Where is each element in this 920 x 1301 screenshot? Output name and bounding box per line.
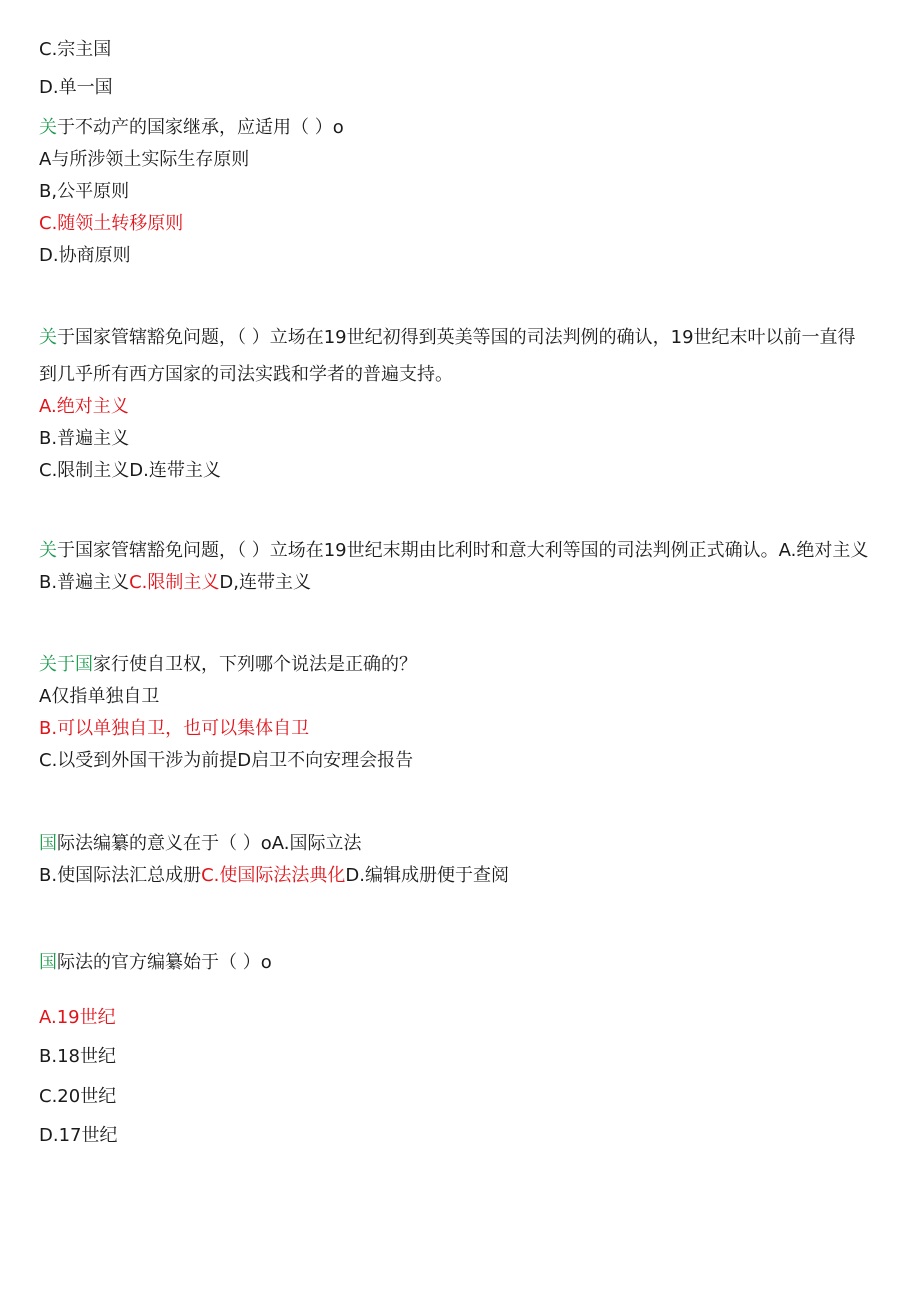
q4-stem: [39, 653, 417, 677]
q4-stem-text: 家行使自卫权，下列哪个说法是正确的？: [93, 654, 417, 675]
q2-option-cd: C.限制主义D.连带主义: [39, 460, 221, 481]
q5-option-c-answer: C.使国际法法典化: [201, 865, 346, 886]
q4-option-a: A仅指单独自卫: [39, 686, 160, 707]
q6-option-b: B.18世纪: [39, 1046, 116, 1067]
q1-option-d: D.协商原则: [39, 245, 131, 266]
q1-lead: 关: [39, 117, 57, 138]
q5-stem: [39, 832, 361, 856]
q2-option-a-answer: A.绝对主义: [39, 396, 129, 417]
q2-option-b: B.普遍主义: [39, 428, 130, 449]
q1-option-a: A与所涉领土实际生存原则: [39, 149, 250, 170]
q3-options: [39, 571, 311, 595]
q6-stem-text: 际法的官方编纂始于（ ）o: [57, 952, 272, 973]
q6-lead: 国: [39, 952, 57, 973]
q2-stem-line1: [39, 326, 856, 350]
q5-options: [39, 864, 509, 888]
q3-option-d: D,连带主义: [219, 572, 311, 593]
q0-option-d: D.单一国: [39, 77, 113, 98]
q5-lead: 国: [39, 833, 57, 854]
q2-stem-line2: 到几乎所有西方国家的司法实践和学者的普遍支持。: [39, 364, 453, 385]
q1-option-c-answer: C.随领土转移原则: [39, 213, 184, 234]
q0-option-c: C.宗主国: [39, 39, 112, 60]
q6-option-a-answer: A.19世纪: [39, 1007, 116, 1028]
q2-stem-text: 于国家管辖豁免问题，（ ）立场在19世纪初得到英美等国的司法判例的确认，19世纪末叶以前一直得: [57, 327, 856, 348]
q2-lead: 关: [39, 327, 57, 348]
q6-stem: [39, 951, 272, 975]
q5-option-b: B.使国际法汇总成册: [39, 865, 202, 886]
q3-lead: 关: [39, 540, 57, 561]
q1-stem: [39, 116, 344, 140]
q3-stem: [39, 539, 868, 563]
q3-option-c-answer: C.限制主义: [129, 572, 220, 593]
q3-stem-text: 于国家管辖豁免问题，（ ）立场在19世纪末期由比利时和意大利等国的司法判例正式确认。A.绝对主义: [57, 540, 869, 561]
q3-option-b: B.普遍主义: [39, 572, 130, 593]
q4-option-cd: C.以受到外国干涉为前提D启卫不向安理会报告: [39, 750, 414, 771]
q5-stem-text: 际法编纂的意义在于（ ）oA.国际立法: [57, 833, 362, 854]
q5-option-d: D.编辑成册便于查阅: [345, 865, 509, 886]
q1-option-b: B,公平原则: [39, 181, 130, 202]
q6-option-c: C.20世纪: [39, 1086, 117, 1107]
q4-option-b-answer: B.可以单独自卫，也可以集体自卫: [39, 718, 310, 739]
q6-option-d: D.17世纪: [39, 1125, 118, 1146]
q4-lead: 关于国: [39, 654, 93, 675]
q1-stem-text: 于不动产的国家继承，应适用（ ）o: [57, 117, 344, 138]
